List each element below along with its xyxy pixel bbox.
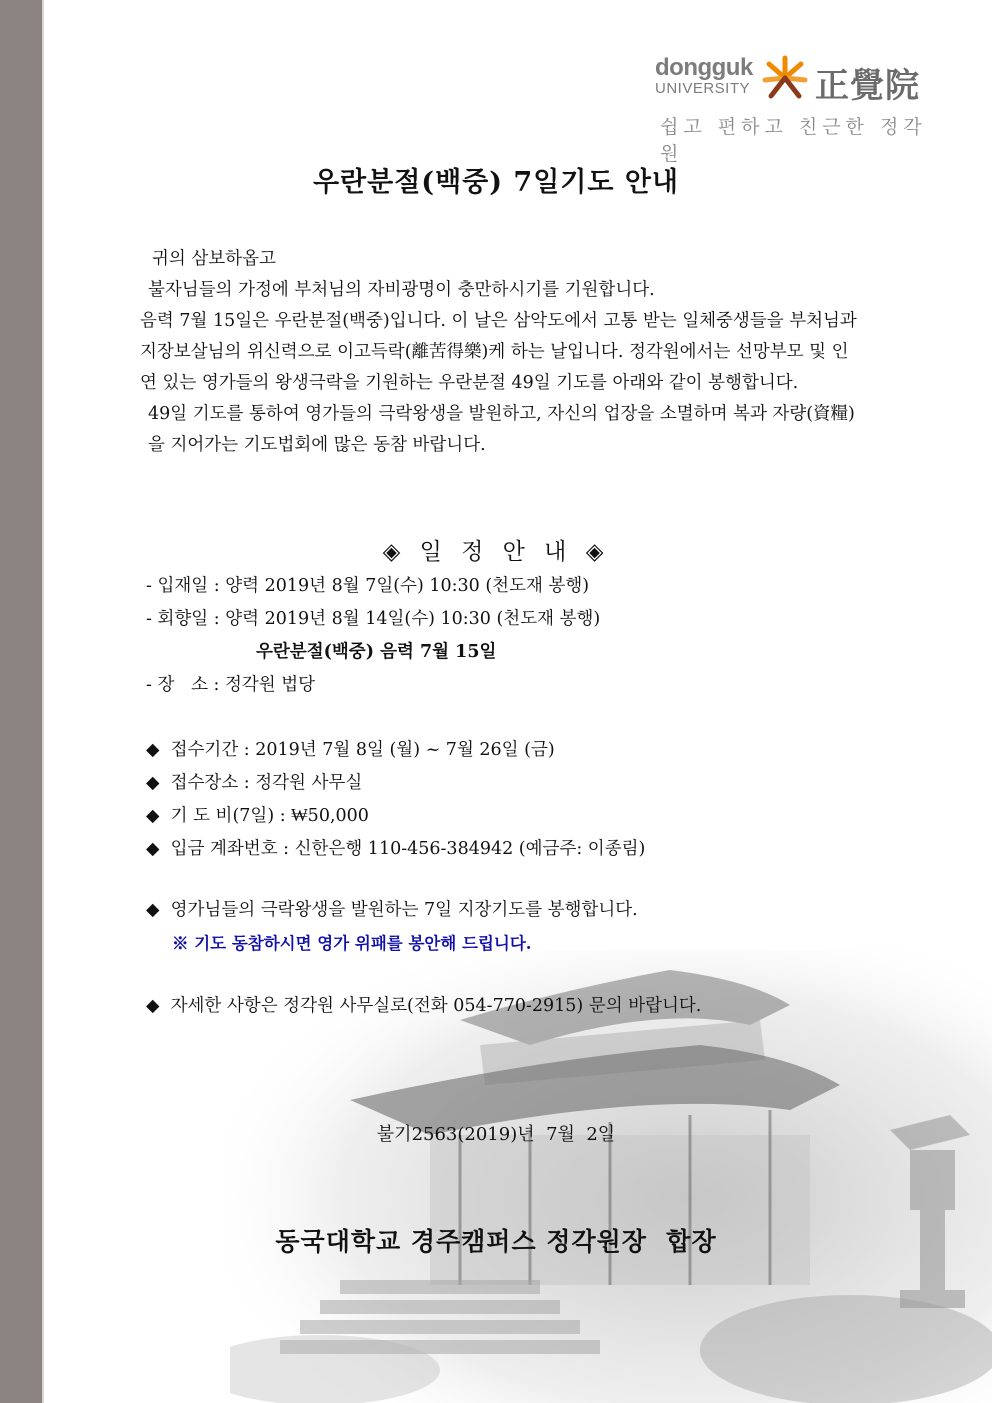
document-title: 우란분절(백중) 7일기도 안내 <box>312 167 680 198</box>
logo-university: UNIVERSITY <box>655 80 751 97</box>
greeting-line: 귀의 삼보하옵고 <box>152 249 276 269</box>
info-period-text: 접수기간 : 2019년 7월 8일 (월) ~ 7월 26일 (금) <box>170 740 555 760</box>
tablet-note: ※ 기도 동참하시면 영가 위패를 봉안해 드립니다. <box>172 934 532 953</box>
left-margin-bar <box>0 0 42 1403</box>
logo-brand: dongguk <box>655 54 753 81</box>
schedule-place: - 장 소 : 정각원 법당 <box>146 675 316 695</box>
info-account <box>146 833 645 866</box>
blessing-line: 불자님들의 가정에 부처님의 자비광명이 충만하시기를 기원합니다. <box>148 280 655 300</box>
info-place-text: 접수장소 : 정각원 사무실 <box>170 773 363 793</box>
slogan: 쉽고 편하고 친근한 정각원 <box>660 116 927 165</box>
prayer-notice <box>146 894 638 960</box>
signature: 동국대학교 경주캠퍼스 정각원장 합장 <box>275 1227 717 1256</box>
diamond-bullet-icon: ◆ <box>146 900 160 920</box>
schedule-heading: ◈ 일 정 안 내 ◈ <box>382 539 610 565</box>
notice-line <box>146 894 638 927</box>
intro-text <box>140 244 860 461</box>
info-fee-text: 기 도 비(7일) : ₩50,000 <box>170 806 369 826</box>
intro-paragraph-2: 49일 기도를 통하여 영가들의 극락왕생을 발원하고, 자신의 업장을 소멸하며 복과 자량(資糧)을 지어가는 기도법회에 많은 동참 바랍니다. <box>148 404 855 455</box>
schedule-start: - 입재일 : 양력 2019년 8월 7일(수) 10:30 (천도재 봉행) <box>146 576 590 596</box>
logo-hanja: 正覺院 <box>815 66 920 106</box>
registration-info <box>146 734 645 866</box>
diamond-bullet-icon: ◆ <box>146 806 160 826</box>
diamond-bullet-icon: ◆ <box>146 740 160 760</box>
issue-date: 불기2563(2019)년 7월 2일 <box>376 1124 616 1145</box>
diamond-bullet-icon: ◆ <box>146 996 160 1016</box>
logo-wordmark <box>655 56 753 96</box>
notice-text: 영가님들의 극락왕생을 발원하는 7일 지장기도를 봉행합니다. <box>170 900 638 920</box>
info-period <box>146 734 645 767</box>
lotus-mark-icon <box>761 54 809 102</box>
contact-text: 자세한 사항은 정각원 사무실로(전화 054-770-2915) 문의 바랍니다. <box>170 996 702 1016</box>
schedule-end-note: 우란분절(백중) 음력 7월 15일 <box>256 642 497 662</box>
info-place <box>146 767 645 800</box>
intro-paragraph-1: 음력 7월 15일은 우란분절(백중)입니다. 이 날은 삼악도에서 고통 받는 일체중생들을 부처님과 지장보살님의 위신력으로 이고득락(離苦得樂)케 하는 날입니다. 정각원에서는 선망부모 및 인연 있는 영가들의 왕생극락을 기원하는 우란분절 49일 기도를 아래와 같이 봉행합니다. <box>140 311 857 393</box>
schedule-list <box>146 570 600 702</box>
schedule-end: - 회향일 : 양력 2019년 8월 14일(수) 10:30 (천도재 봉행) <box>146 609 601 629</box>
diamond-bullet-icon: ◆ <box>146 773 160 793</box>
info-fee <box>146 800 645 833</box>
info-account-text: 입금 계좌번호 : 신한은행 110-456-384942 (예금주: 이종림) <box>170 839 646 859</box>
university-logo <box>655 52 945 165</box>
diamond-bullet-icon: ◆ <box>146 839 160 859</box>
contact-line <box>146 990 701 1023</box>
